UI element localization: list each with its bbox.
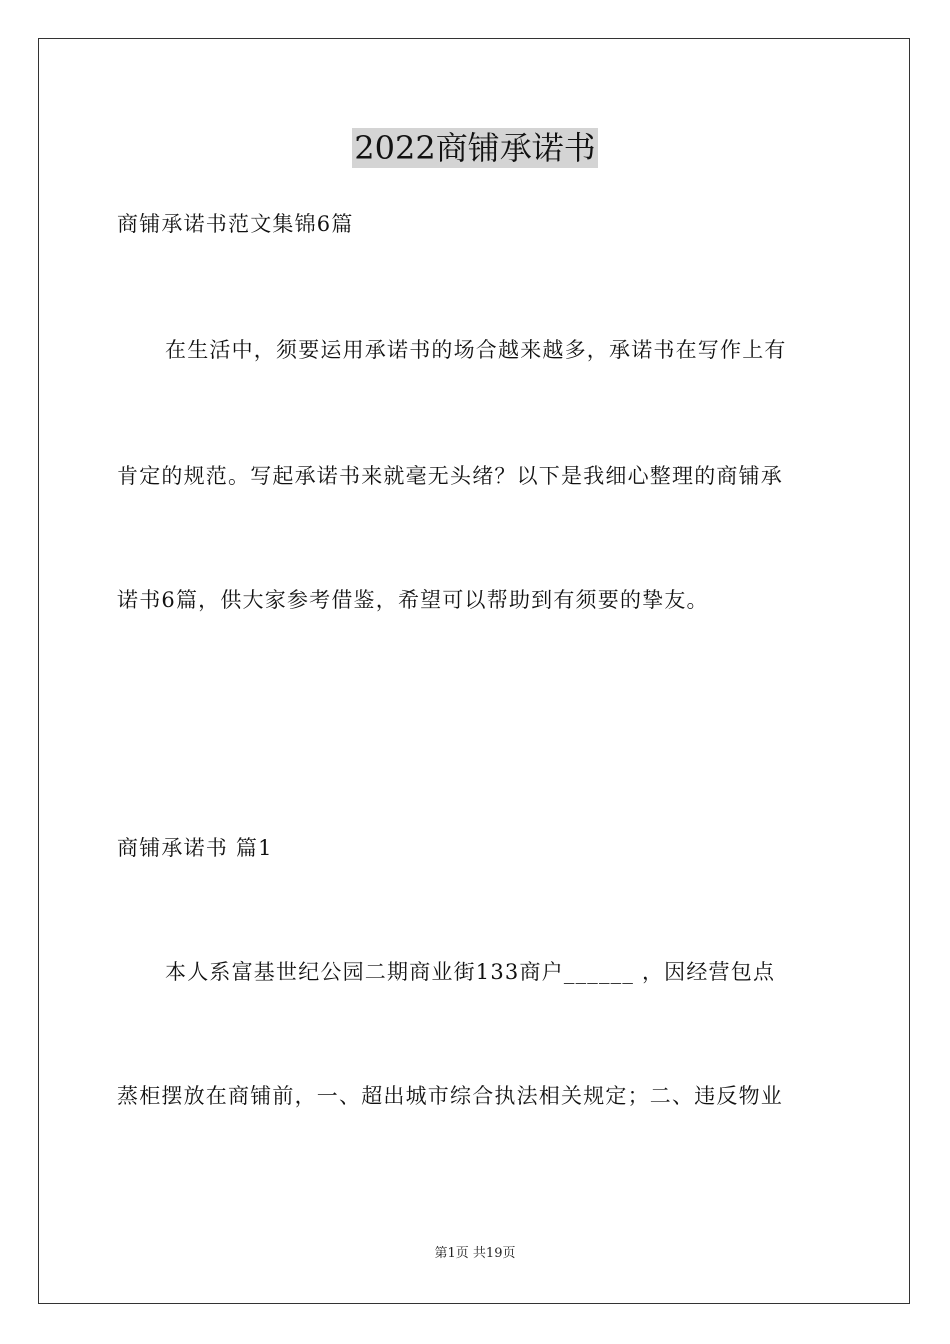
document-subtitle: 商铺承诺书范文集锦6篇	[117, 212, 354, 236]
page-footer: 第1页 共19页	[434, 1246, 516, 1261]
section-heading: 商铺承诺书 篇1	[117, 836, 273, 860]
intro-line-1: 在生活中，须要运用承诺书的场合越来越多，承诺书在写作上有	[165, 338, 787, 362]
intro-line-2: 肯定的规范。写起承诺书来就毫无头绪？以下是我细心整理的商铺承	[117, 464, 783, 488]
section-line-2: 蒸柜摆放在商铺前，一、超出城市综合执法相关规定；二、违反物业	[117, 1084, 783, 1108]
intro-line-3: 诺书6篇，供大家参考借鉴，希望可以帮助到有须要的挚友。	[117, 588, 709, 612]
section-line-1: 本人系富基世纪公园二期商业街133商户______ ，因经营包点	[165, 960, 776, 984]
document-title: 2022商铺承诺书	[354, 129, 596, 167]
title-container	[0, 128, 950, 168]
